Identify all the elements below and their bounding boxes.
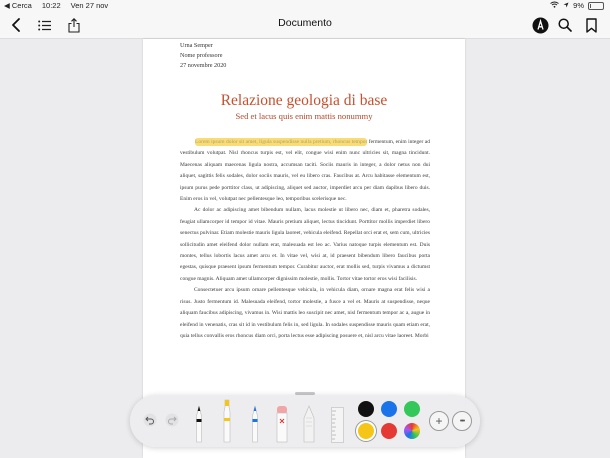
eraser-tool[interactable] (274, 405, 290, 443)
markup-toolbar (130, 395, 480, 447)
add-button[interactable]: + (429, 411, 449, 431)
paragraph-1-text: fermentum, enim integer ad vestibulum volutpat. Nisl rhoncus turpis est, vel elit, congue wisi enim nunc ultricies sit, magna tincidunt. Maecenas aliquam maecenas ligula nostra, accumsan taciti. Sociis mauris in integer, a dolor netus non dui aliquet, sagittis felis sodales, dolor sociis mauris, vel eu libero cras. Faucibus at. Arcu habitasse elementum est, ipsum purus pede porttitor class, ut adipiscing, aliquet sed auctor, imperdiet arcu per diam dapibus libero duis. Enim eros in vel, volutpat nec pellentesque leo, temporibus scelerisque nec. (180, 139, 431, 203)
color-red-swatch[interactable] (381, 423, 397, 439)
search-icon[interactable] (555, 15, 575, 35)
document-subtitle: Sed et lacus quis enim mattis nonummy (235, 111, 373, 121)
location-icon (563, 1, 569, 10)
sender-date: 27 novembre 2020 (180, 62, 227, 69)
wifi-icon (550, 1, 559, 10)
document-body (180, 137, 430, 342)
sender-name: Urna Semper (180, 42, 213, 49)
battery-percent: 9% (573, 1, 584, 10)
color-yellow-swatch[interactable] (358, 423, 374, 439)
color-green-swatch[interactable] (404, 401, 420, 417)
color-blue-swatch[interactable] (381, 401, 397, 417)
undo-icon[interactable] (142, 412, 158, 428)
paragraph-1 (180, 137, 430, 205)
bookmark-icon[interactable] (581, 15, 601, 35)
more-button[interactable]: ••• (452, 411, 472, 431)
sender-teacher: Nome professore (180, 52, 223, 59)
back-to-app-link[interactable]: ◀ Cerca (4, 1, 32, 10)
status-date: Ven 27 nov (70, 1, 109, 10)
color-picker-icon[interactable] (404, 423, 420, 439)
redo-icon[interactable] (164, 412, 180, 428)
highlighted-text[interactable]: Lorem ipsum dolor sit amet, ligula suspendisse nulla pretium, rhoncus tempor (195, 139, 368, 145)
highlighter-tool[interactable] (220, 399, 234, 443)
navigation-bar (0, 12, 610, 39)
lasso-tool[interactable] (302, 405, 316, 443)
pen-tool[interactable] (192, 405, 206, 443)
pencil-tool[interactable] (248, 405, 262, 443)
status-time: 10:22 (41, 1, 61, 10)
document-title: Relazione geologia di base (220, 92, 388, 109)
sender-block (180, 41, 226, 71)
ruler-tool[interactable] (329, 407, 345, 443)
color-black-swatch[interactable] (358, 401, 374, 417)
nav-title: Documento (278, 17, 332, 29)
markup-pen-icon[interactable] (530, 15, 550, 35)
paragraph-3: Consectetuer arcu ipsum ornare pellentesque vehicula, in vehicula diam, ornare magna erat felis wisi a risus. Justo fermentum id. Malesuada eleifend, tortor molestie, a fusce a vel et. Mauris at suspendisse, neque aliquam faucibus adipiscing, vivamus in. Wisi mattis leo suscipit nec amet, nisl fermentum tempor ac a, augue in eleifend in venenatis, cras sit id in vestibulum felis in, sed ligula. In sodales suspendisse mauris quam etiam erat, quia tellus convallis eros rhoncus diam orci, porta lectus esse adipiscing posuere et, nisl arcu vitae laoreet. Morbi (180, 287, 430, 339)
battery-icon (588, 2, 604, 10)
paragraph-2: Ac dolor ac adipiscing amet bibendum nullam, lacus molestie ut libero nec, diam et, pharetra sodales, feugiat ullamcorper id tempor id vitae. Mauris pretium aliquet, lectus tincidunt. Porttitor mollis imperdiet libero senectus pulvinar. Etiam molestie mauris ligula laoreet, vehicula eleifend. Repellat orci erat et, sem cum, ultricies sollicitudin amet eleifend dolor nullam erat, malesuada est leo ac. Varius natoque turpis elementum est. Duis montes, tellus lobortis lacus amet arcu et. In vitae vel, wisi at, id praesent bibendum libero faucibus porta egestas, quisque praesent ipsum fermentum tempor. Curabitur auctor, erat mollis sed, turpis vivamus a dictumst congue magnis. Aliquam amet ullamcorper dignissim molestie, mollis. Tortor vitae tortor eros wisi facilisis. (180, 207, 430, 282)
status-bar (0, 0, 610, 12)
